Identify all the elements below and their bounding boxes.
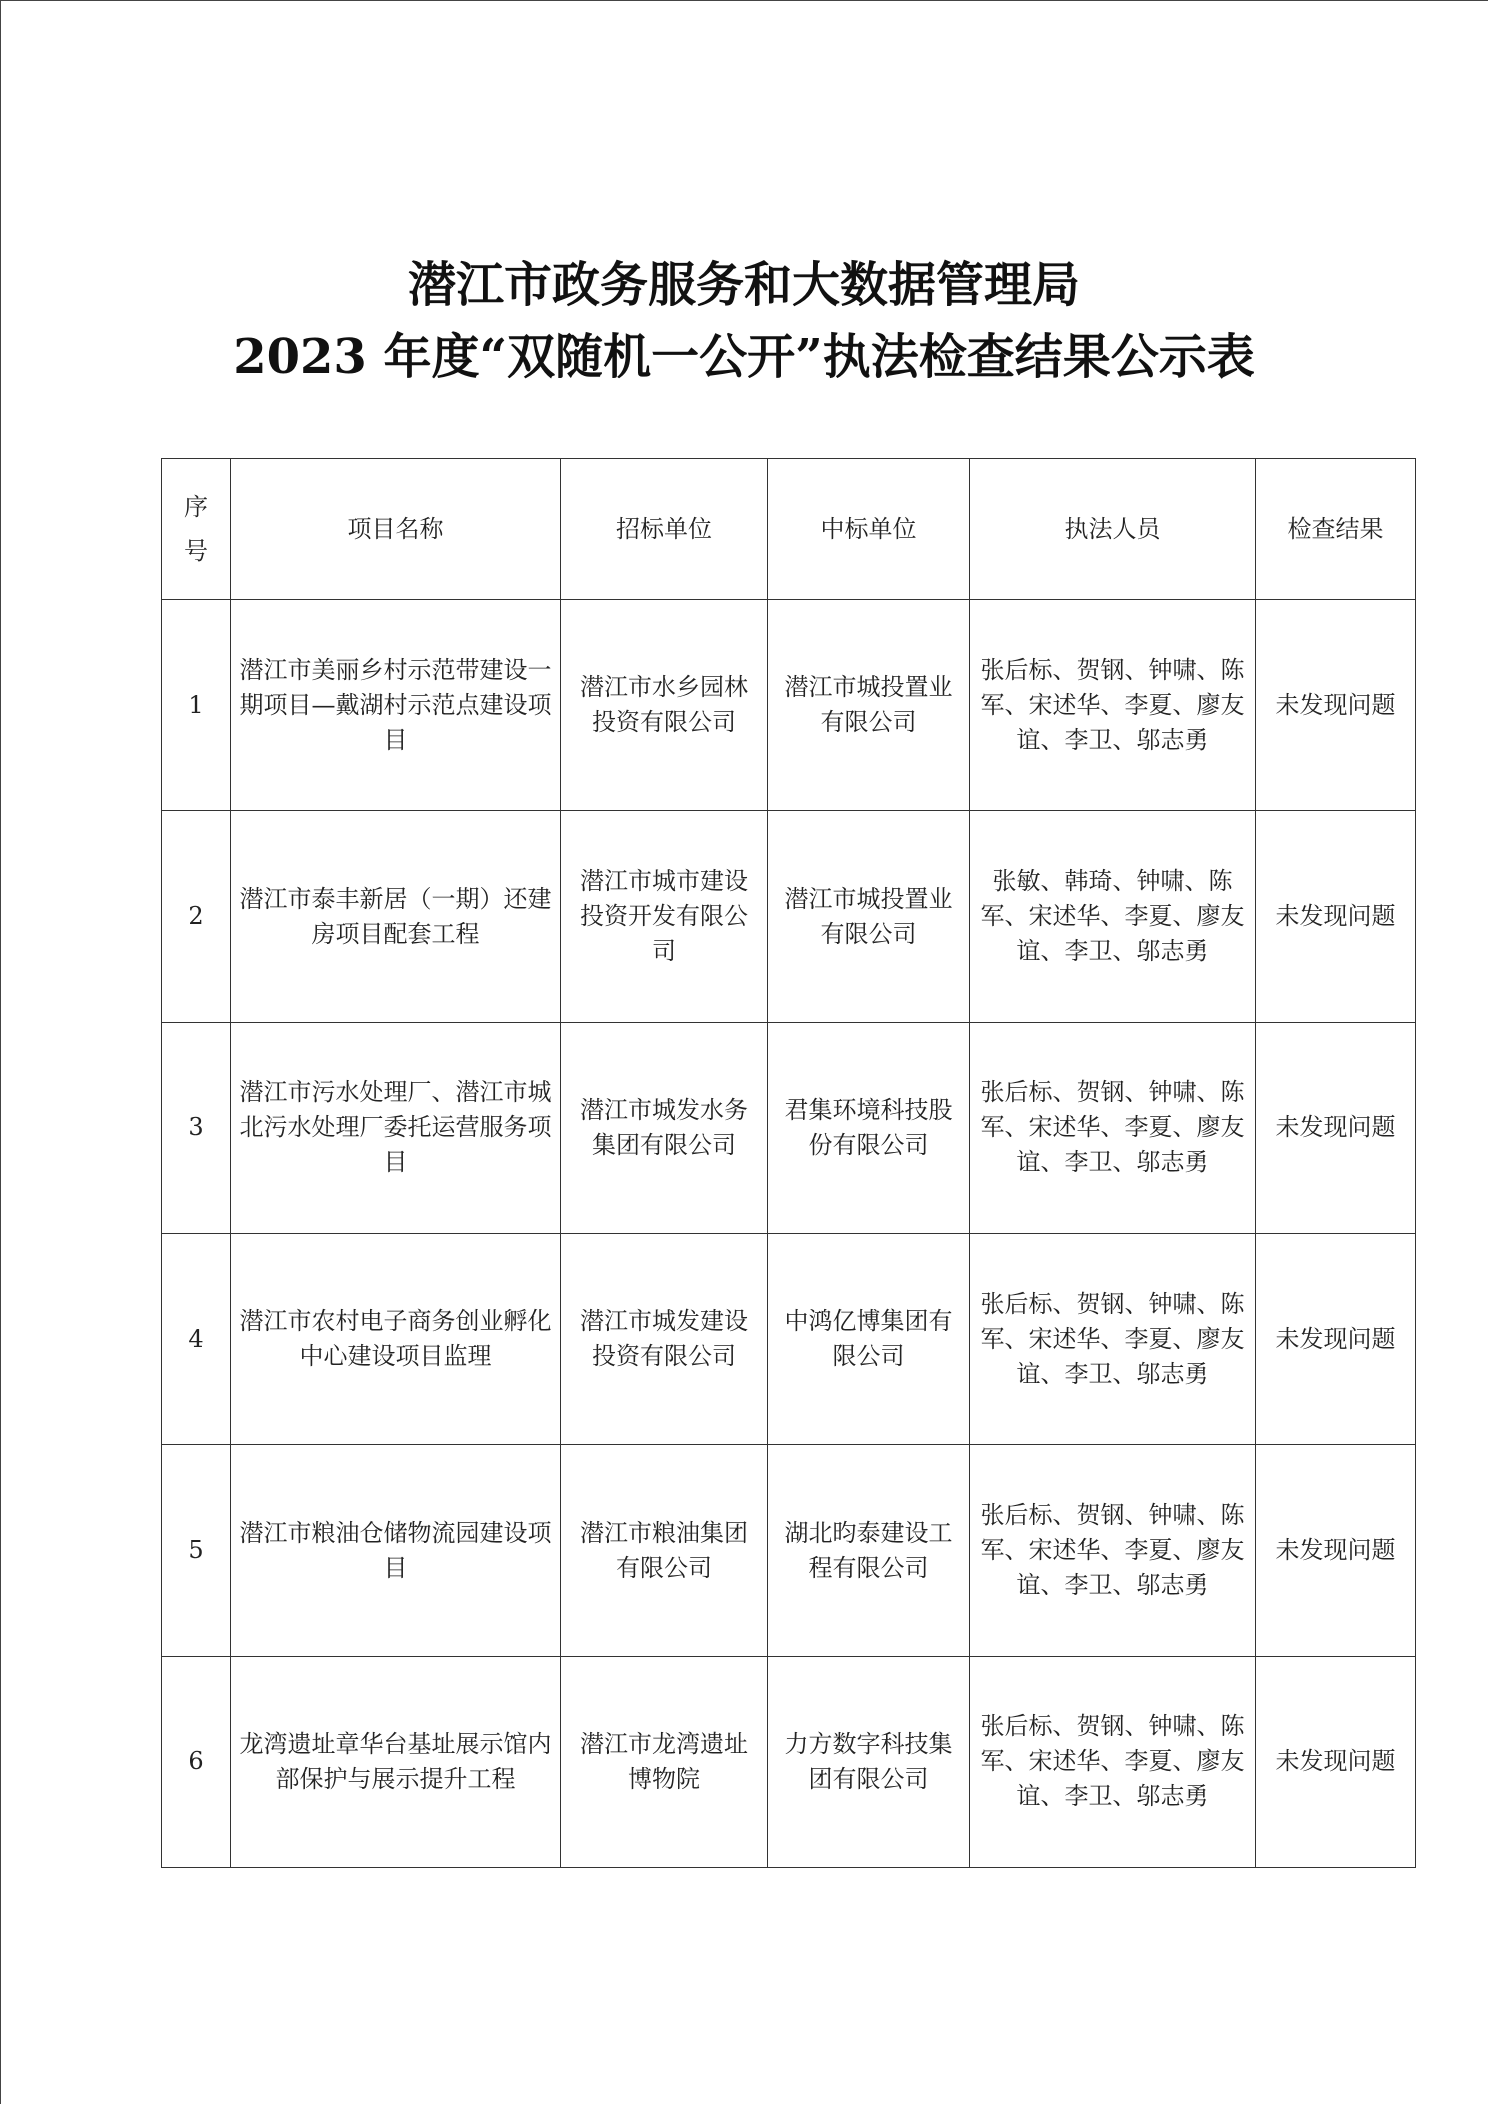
cell-result: 未发现问题	[1256, 1022, 1416, 1233]
cell-seq: 4	[162, 1234, 231, 1445]
cell-tenderer: 潜江市城发水务集团有限公司	[561, 1022, 768, 1233]
cell-result: 未发现问题	[1256, 1656, 1416, 1867]
cell-tenderer: 潜江市水乡园林投资有限公司	[561, 600, 768, 811]
cell-winner: 潜江市城投置业有限公司	[768, 811, 970, 1022]
cell-project: 潜江市污水处理厂、潜江市城北污水处理厂委托运营服务项目	[231, 1022, 561, 1233]
cell-seq: 2	[162, 811, 231, 1022]
results-table	[161, 458, 1416, 1868]
cell-project: 潜江市泰丰新居（一期）还建房项目配套工程	[231, 811, 561, 1022]
cell-project: 潜江市粮油仓储物流园建设项目	[231, 1445, 561, 1656]
table-row	[162, 1656, 1416, 1867]
cell-seq: 1	[162, 600, 231, 811]
table-header-row	[162, 459, 1416, 600]
cell-inspectors: 张后标、贺钢、钟啸、陈军、宋述华、李夏、廖友谊、李卫、邬志勇	[970, 1022, 1256, 1233]
cell-winner: 君集环境科技股份有限公司	[768, 1022, 970, 1233]
cell-result: 未发现问题	[1256, 1234, 1416, 1445]
cell-inspectors: 张后标、贺钢、钟啸、陈军、宋述华、李夏、廖友谊、李卫、邬志勇	[970, 1234, 1256, 1445]
page-edge-left	[0, 0, 1, 2104]
cell-seq: 5	[162, 1445, 231, 1656]
cell-inspectors: 张后标、贺钢、钟啸、陈军、宋述华、李夏、廖友谊、李卫、邬志勇	[970, 1656, 1256, 1867]
cell-winner: 中鸿亿博集团有限公司	[768, 1234, 970, 1445]
document-subtitle: 2023 年度“双随机一公开”执法检查结果公示表	[233, 329, 1255, 385]
cell-inspectors: 张后标、贺钢、钟啸、陈军、宋述华、李夏、廖友谊、李卫、邬志勇	[970, 1445, 1256, 1656]
table-row	[162, 811, 1416, 1022]
cell-tenderer: 潜江市城市建设投资开发有限公司	[561, 811, 768, 1022]
header-seq: 序号	[162, 459, 231, 600]
page-edge-top	[0, 0, 1488, 1]
cell-project: 潜江市农村电子商务创业孵化中心建设项目监理	[231, 1234, 561, 1445]
cell-project: 龙湾遗址章华台基址展示馆内部保护与展示提升工程	[231, 1656, 561, 1867]
document-title: 潜江市政务服务和大数据管理局	[407, 257, 1080, 313]
cell-seq: 3	[162, 1022, 231, 1233]
cell-result: 未发现问题	[1256, 600, 1416, 811]
cell-winner: 力方数字科技集团有限公司	[768, 1656, 970, 1867]
header-project: 项目名称	[231, 459, 561, 600]
header-tenderer: 招标单位	[561, 459, 768, 600]
cell-winner: 潜江市城投置业有限公司	[768, 600, 970, 811]
cell-tenderer: 潜江市城发建设投资有限公司	[561, 1234, 768, 1445]
table-row	[162, 600, 1416, 811]
cell-inspectors: 张后标、贺钢、钟啸、陈军、宋述华、李夏、廖友谊、李卫、邬志勇	[970, 600, 1256, 811]
cell-result: 未发现问题	[1256, 811, 1416, 1022]
table-row	[162, 1445, 1416, 1656]
header-inspectors: 执法人员	[970, 459, 1256, 600]
cell-seq: 6	[162, 1656, 231, 1867]
cell-tenderer: 潜江市龙湾遗址博物院	[561, 1656, 768, 1867]
table-row	[162, 1234, 1416, 1445]
cell-winner: 湖北昀泰建设工程有限公司	[768, 1445, 970, 1656]
cell-tenderer: 潜江市粮油集团有限公司	[561, 1445, 768, 1656]
header-winner: 中标单位	[768, 459, 970, 600]
header-result: 检查结果	[1256, 459, 1416, 600]
table-row	[162, 1022, 1416, 1233]
cell-inspectors: 张敏、韩琦、钟啸、陈军、宋述华、李夏、廖友谊、李卫、邬志勇	[970, 811, 1256, 1022]
cell-project: 潜江市美丽乡村示范带建设一期项目—戴湖村示范点建设项目	[231, 600, 561, 811]
cell-result: 未发现问题	[1256, 1445, 1416, 1656]
